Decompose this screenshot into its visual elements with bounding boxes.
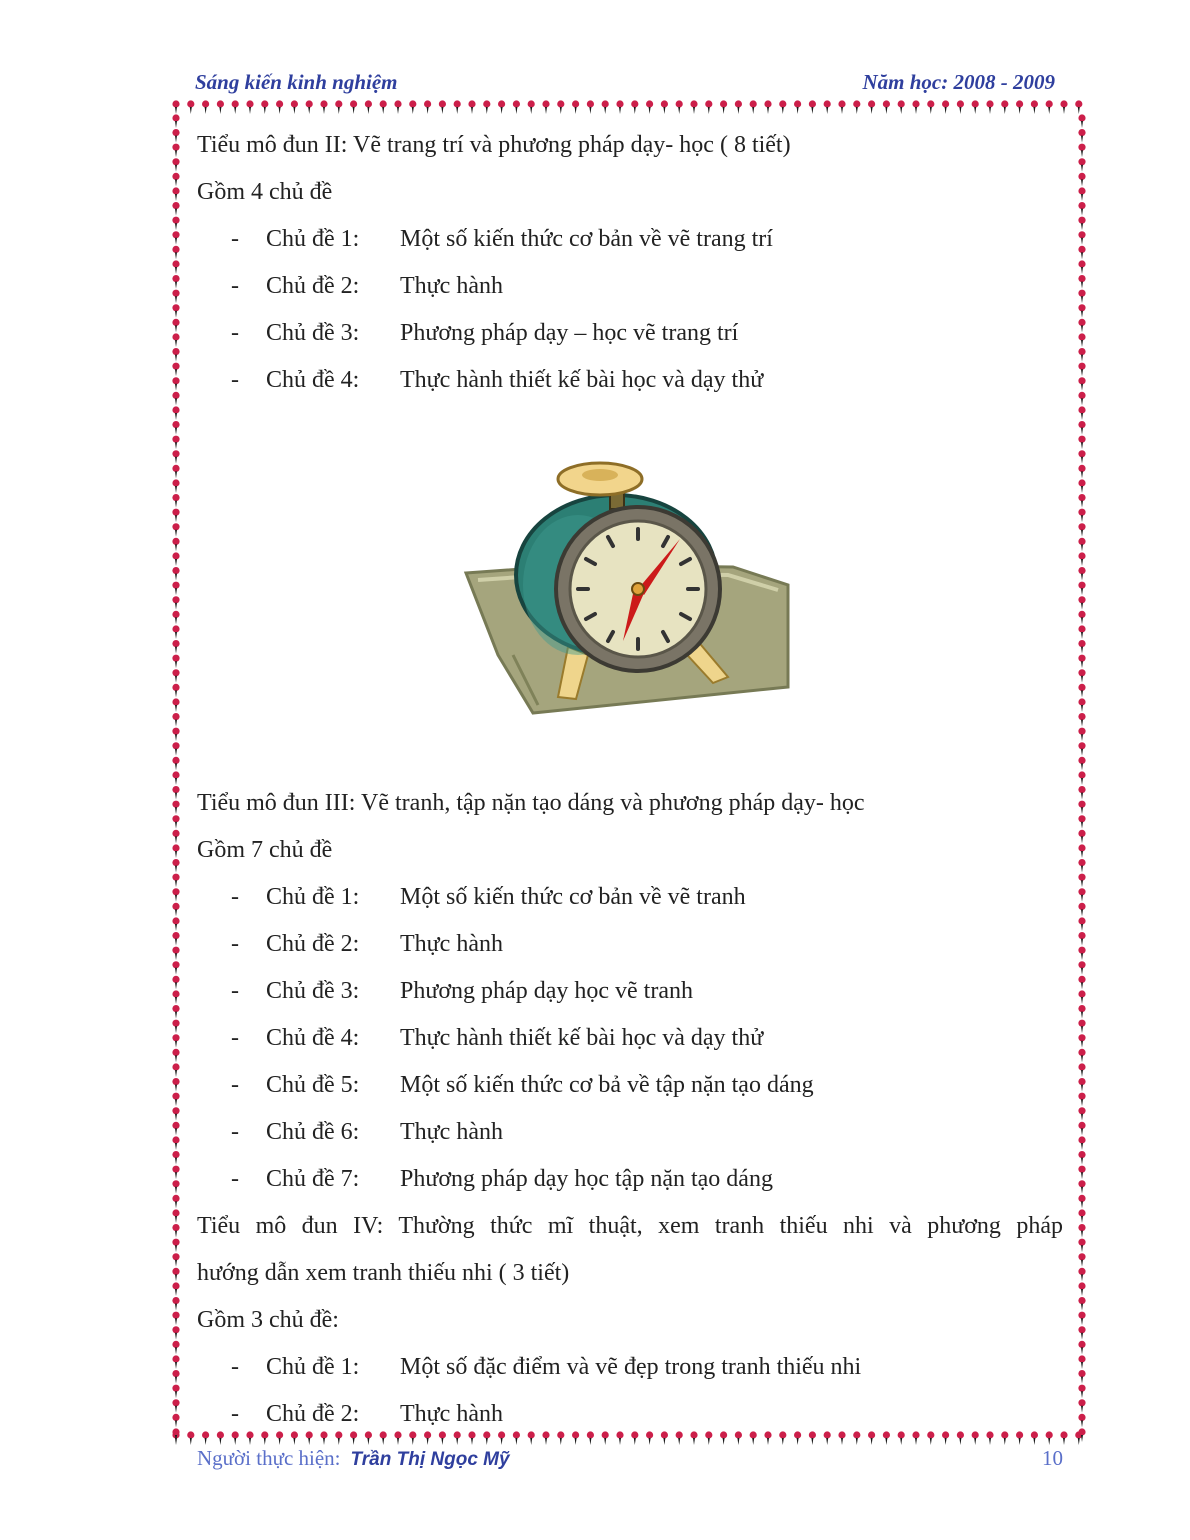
module-4-count: Gồm 3 chủ đề: bbox=[197, 1307, 339, 1333]
list-dash: - bbox=[231, 1072, 239, 1098]
list-dash: - bbox=[231, 1025, 239, 1051]
module-3-count: Gồm 7 chủ đề bbox=[197, 837, 333, 863]
topic-number: Chủ đề 3: bbox=[266, 320, 360, 346]
topic-number: Chủ đề 6: bbox=[266, 1119, 360, 1145]
topic-number: Chủ đề 2: bbox=[266, 273, 360, 299]
topic-text: Một số kiến thức cơ bản về vẽ tranh bbox=[400, 884, 746, 910]
page-footer bbox=[197, 1446, 1063, 1471]
list-dash: - bbox=[231, 884, 239, 910]
topic-number: Chủ đề 2: bbox=[266, 1401, 360, 1427]
topic-text: Thực hành thiết kế bài học và dạy thử bbox=[400, 367, 764, 393]
topic-text: Phương pháp dạy học vẽ tranh bbox=[400, 978, 693, 1004]
topic-number: Chủ đề 2: bbox=[266, 931, 360, 957]
module-2-title: Tiểu mô đun II: Vẽ trang trí và phương pháp dạy- học ( 8 tiết) bbox=[197, 132, 791, 158]
list-item bbox=[197, 357, 1063, 404]
list-dash: - bbox=[231, 1401, 239, 1427]
topic-number: Chủ đề 4: bbox=[266, 367, 360, 393]
topic-text: Thực hành bbox=[400, 1119, 503, 1145]
list-item bbox=[197, 310, 1063, 357]
module-3-title: Tiểu mô đun III: Vẽ tranh, tập nặn tạo dáng và phương pháp dạy- học bbox=[197, 790, 865, 816]
list-item bbox=[197, 921, 1063, 968]
list-dash: - bbox=[231, 226, 239, 252]
topic-number: Chủ đề 1: bbox=[266, 226, 360, 252]
topic-number: Chủ đề 1: bbox=[266, 1354, 360, 1380]
module-4-list bbox=[197, 1344, 1063, 1438]
topic-number: Chủ đề 1: bbox=[266, 884, 360, 910]
topic-text: Thực hành bbox=[400, 1401, 503, 1427]
list-item bbox=[197, 1391, 1063, 1438]
topic-text: Thực hành thiết kế bài học và dạy thử bbox=[400, 1025, 764, 1051]
topic-text: Một số đặc điểm và vẽ đẹp trong tranh thiếu nhi bbox=[400, 1354, 862, 1380]
list-dash: - bbox=[231, 931, 239, 957]
topic-text: Một số kiến thức cơ bả về tập nặn tạo dáng bbox=[400, 1072, 814, 1098]
module-3-list bbox=[197, 874, 1063, 1203]
topic-text: Phương pháp dạy – học vẽ trang trí bbox=[400, 320, 739, 346]
list-dash: - bbox=[231, 273, 239, 299]
list-item bbox=[197, 1156, 1063, 1203]
module-2-list bbox=[197, 216, 1063, 404]
module-2-count: Gồm 4 chủ đề bbox=[197, 179, 333, 205]
header-title: Sáng kiến kinh nghiệm bbox=[195, 70, 398, 94]
footer-label: Người thực hiện: bbox=[197, 1446, 341, 1470]
document-body bbox=[197, 122, 1063, 1438]
list-item bbox=[197, 216, 1063, 263]
page-number: 10 bbox=[1042, 1446, 1063, 1470]
list-item bbox=[197, 874, 1063, 921]
list-item bbox=[197, 1015, 1063, 1062]
topic-text: Một số kiến thức cơ bản về vẽ trang trí bbox=[400, 226, 773, 252]
list-dash: - bbox=[231, 1166, 239, 1192]
topic-text: Phương pháp dạy học tập nặn tạo dáng bbox=[400, 1166, 773, 1192]
list-dash: - bbox=[231, 320, 239, 346]
list-dash: - bbox=[231, 978, 239, 1004]
list-item bbox=[197, 968, 1063, 1015]
alarm-clock-icon bbox=[458, 455, 803, 720]
list-item bbox=[197, 1062, 1063, 1109]
topic-number: Chủ đề 7: bbox=[266, 1166, 360, 1192]
list-dash: - bbox=[231, 1119, 239, 1145]
header-school-year: Năm học: 2008 - 2009 bbox=[862, 70, 1055, 94]
topic-text: Thực hành bbox=[400, 273, 503, 299]
list-item bbox=[197, 1109, 1063, 1156]
module-4-title-line2: hướng dẫn xem tranh thiếu nhi ( 3 tiết) bbox=[197, 1260, 570, 1286]
topic-number: Chủ đề 3: bbox=[266, 978, 360, 1004]
list-item bbox=[197, 1344, 1063, 1391]
list-dash: - bbox=[231, 1354, 239, 1380]
list-dash: - bbox=[231, 367, 239, 393]
list-item bbox=[197, 263, 1063, 310]
footer-author: Trần Thị Ngọc Mỹ bbox=[350, 1449, 510, 1470]
topic-number: Chủ đề 5: bbox=[266, 1072, 360, 1098]
module-4-title-line1: Tiểu mô đun IV: Thường thức mĩ thuật, xem tranh thiếu nhi và phương pháp bbox=[197, 1213, 1063, 1239]
topic-number: Chủ đề 4: bbox=[266, 1025, 360, 1051]
topic-text: Thực hành bbox=[400, 931, 503, 957]
